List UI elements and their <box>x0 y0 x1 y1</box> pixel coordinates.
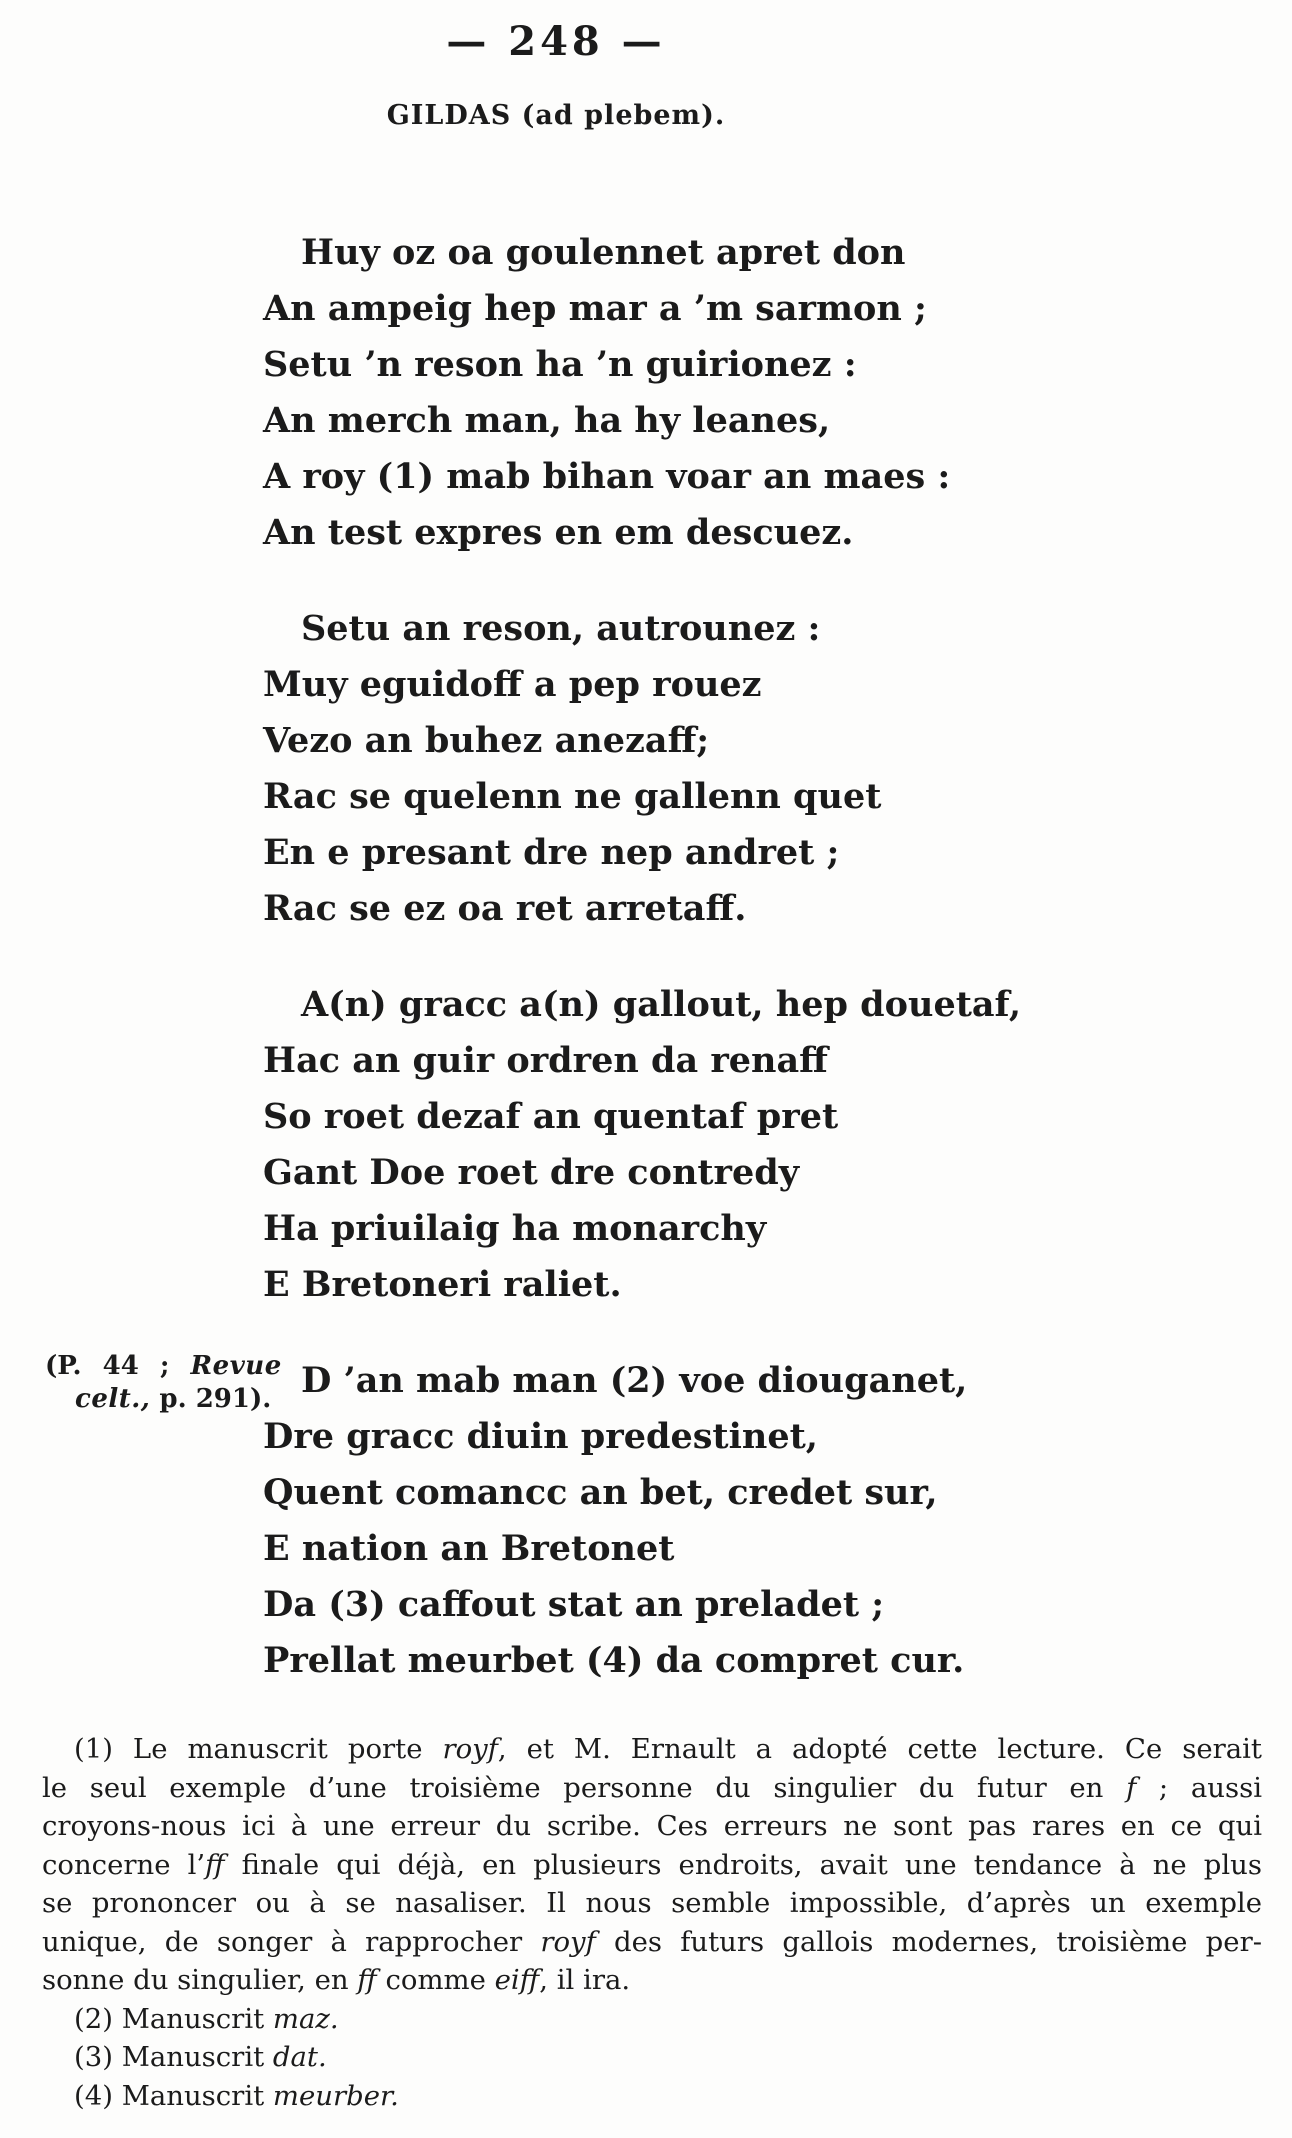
margin-citation-line: celt., p. 291). <box>75 1384 272 1414</box>
verse-line: Setu an reson, autrounez : <box>301 608 821 649</box>
verse-line: Vezo an buhez anezaff; <box>263 720 710 761</box>
verse-line: Prellat meurbet (4) da compret cur. <box>263 1640 965 1681</box>
footnote-1-line: unique, de songer à rapprocher royf des futurs gallois modernes, troisième per- <box>42 1925 1262 1958</box>
verse-line: Ha priuilaig ha monarchy <box>263 1208 767 1249</box>
verse-line: Muy eguidoff a pep rouez <box>263 664 762 705</box>
page-number: — 248 — <box>446 18 666 65</box>
footnote-3: (3) Manuscrit dat. <box>74 2041 327 2073</box>
verse-line: A roy (1) mab bihan voar an maes : <box>263 456 951 497</box>
stanza-4 <box>263 1353 1021 1689</box>
verse-line: An test expres en em descuez. <box>263 512 854 553</box>
footnote-1-line: le seul exemple d’une troisième personne du singulier du futur en f ; aussi <box>42 1771 1262 1804</box>
stanza-2 <box>263 601 1021 937</box>
verse-line: So roet dezaf an quentaf pret <box>263 1096 839 1137</box>
stanza-3 <box>263 977 1021 1313</box>
verse-line: En e presant dre nep andret ; <box>263 832 840 873</box>
verse-line: A(n) gracc a(n) gallout, hep douetaf, <box>301 984 1022 1025</box>
footnote-1-line: se prononcer ou à se nasaliser. Il nous semble impossible, d’après un exemple <box>42 1887 1262 1919</box>
verse-line: E nation an Bretonet <box>263 1528 675 1569</box>
footnotes <box>42 1730 1262 2115</box>
verse-line: Hac an guir ordren da renaff <box>263 1040 828 1081</box>
footnote-1-line: (1) Le manuscrit porte royf, et M. Ernault a adopté cette lecture. Ce serait <box>74 1733 1262 1765</box>
verse-line: Huy oz oa goulennet apret don <box>301 232 906 273</box>
footnote-4: (4) Manuscrit meurber. <box>74 2079 399 2112</box>
margin-citation <box>45 1350 290 1416</box>
footnote-1-line: concerne l’ff finale qui déjà, en plusieurs endroits, avait une tendance à ne plus <box>42 1848 1262 1881</box>
verse-line: Setu ’n reson ha ’n guirionez : <box>263 344 857 385</box>
margin-citation-line: (P. 44 ; Revue <box>45 1351 282 1381</box>
verse-line: Da (3) caffout stat an preladet ; <box>263 1584 885 1625</box>
verse-line: Gant Doe roet dre contredy <box>263 1152 800 1193</box>
verse-line: Rac se quelenn ne gallenn quet <box>263 776 882 817</box>
footnote-1-line: croyons-nous ici à une erreur du scribe. Ces erreurs ne sont pas rares en ce qui <box>42 1810 1262 1842</box>
verse-line: D ’an mab man (2) voe diouganet, <box>301 1360 968 1401</box>
footnote-1-line: sonne du singulier, en ff comme eiff, il ira. <box>42 1964 631 1996</box>
verse-line: Quent comancc an bet, credet sur, <box>263 1472 938 1513</box>
poem <box>263 225 1021 1729</box>
verse-line: An merch man, ha hy leanes, <box>263 400 831 441</box>
verse-line: Rac se ez oa ret arretaff. <box>263 888 747 929</box>
verse-line: An ampeig hep mar a ’m sarmon ; <box>263 288 927 329</box>
verse-line: Dre gracc diuin predestinet, <box>263 1416 818 1457</box>
page-title: GILDAS (ad plebem). <box>386 100 726 131</box>
footnote-2: (2) Manuscrit maz. <box>74 2002 339 2035</box>
stanza-1 <box>263 225 1021 561</box>
verse-line: E Bretoneri raliet. <box>263 1264 622 1305</box>
